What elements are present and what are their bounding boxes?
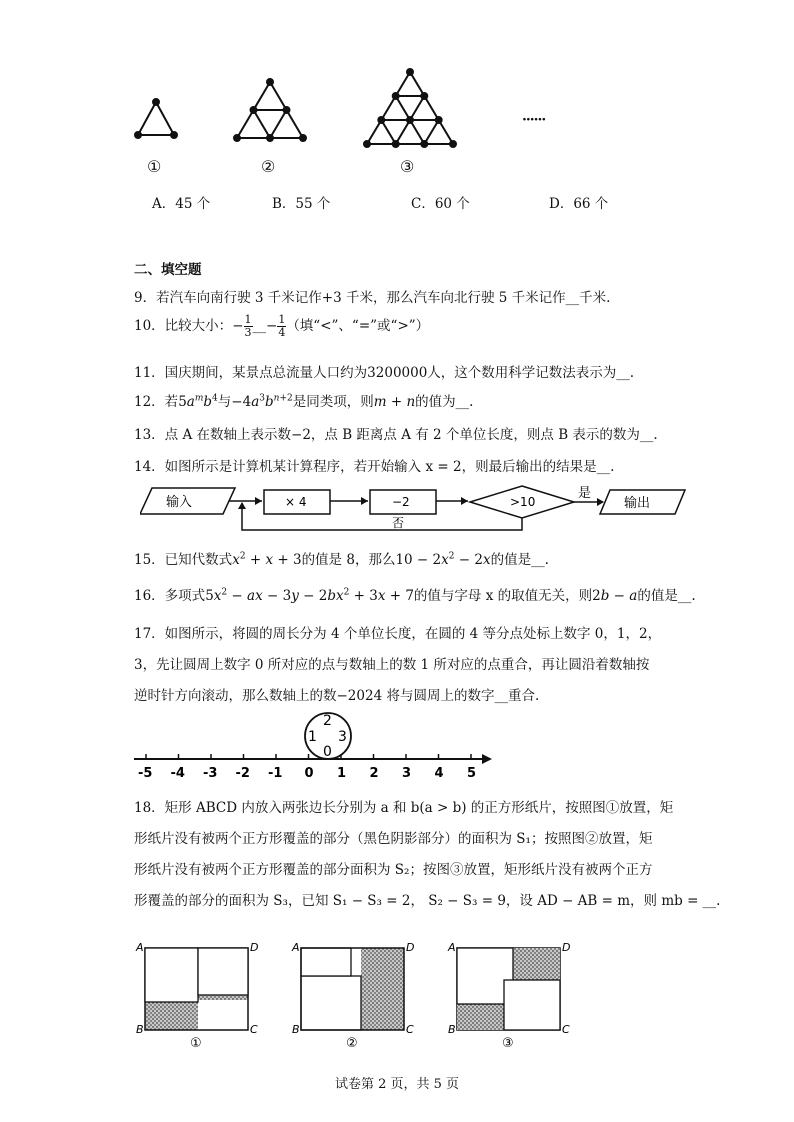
vertex-b-2: B — [292, 1023, 300, 1036]
number-line-tick-label: -1 — [268, 766, 283, 781]
vertex-d-1: D — [250, 941, 259, 954]
flow-condition-label: >10 — [510, 495, 536, 509]
question-11: 11．国庆期间，某景点总流量人口约为3200000人，这个数用科学记数法表示为__. — [134, 365, 635, 381]
flow-yes-label: 是 — [578, 486, 592, 501]
vertex-c-2: C — [406, 1023, 414, 1036]
number-line-tick-label: -2 — [235, 766, 250, 781]
question-18-line-4: 形覆盖的部分的面积为 S₃，已知 S₁ − S₃ = 2， S₂ − S₃ = 9，设 AD − AB = m，则 mb = __. — [134, 893, 721, 909]
question-14: 14．如图所示是计算机某计算程序，若开始输入 x = 2，则最后输出的结果是__. — [134, 459, 615, 475]
vertex-a-3: A — [448, 941, 456, 954]
page-footer: 试卷第 2 页，共 5 页 — [334, 1077, 460, 1092]
question-10: 10．比较大小：− $\frac{1}{3}$ __− $\frac{1}{4}$ （填“<”、“=”或“>”） — [134, 313, 430, 339]
number-line-tick-label: 5 — [467, 766, 477, 781]
number-line-tick-label: 3 — [402, 766, 412, 781]
rect-figure-label-1: ① — [190, 1036, 202, 1051]
rectangle-figure-3 — [457, 948, 560, 1030]
calculation-flowchart — [140, 484, 690, 536]
option-c[interactable]: C．60 个 — [411, 196, 470, 212]
question-18-line-2: 形纸片没有被两个正方形覆盖的部分（黑色阴影部分）的面积为 S₁；按照图②放置，矩 — [134, 831, 653, 847]
number-line-tick-label: -4 — [170, 766, 185, 781]
question-17-line-1: 17．如图所示，将圆的周长分为 4 个单位长度，在圆的 4 等分点处标上数字 0，1，2， — [134, 626, 662, 642]
vertex-d-3: D — [562, 941, 571, 954]
question-18-line-3: 形纸片没有被两个正方形覆盖的部分面积为 S₂；按图③放置，矩形纸片没有被两个正方 — [134, 862, 653, 878]
question-15: 15．已知代数式$x^2 + x + 3$的值是 8，那么$10 - 2x^2 - 2x$的值是__. — [134, 551, 549, 568]
section-title: 二、填空题 — [134, 262, 202, 278]
question-17-line-3: 逆时针方向滚动，那么数轴上的数−2024 将与圆周上的数字__重合. — [134, 688, 540, 704]
figure-label-1: ① — [147, 157, 162, 176]
option-a[interactable]: A．45 个 — [152, 196, 211, 212]
number-line-tick-label: -3 — [203, 766, 218, 781]
vertex-a-2: A — [292, 941, 300, 954]
number-line-tick-label: 0 — [304, 766, 314, 781]
rectangle-figure-2 — [301, 948, 404, 1030]
question-16: 16．多项式$5x^2$ − ax − $3y - 2bx^2 + 3x + 7$的值与字母 x 的取值无关，则2b − a的值是__. — [134, 587, 696, 604]
flow-no-label: 否 — [392, 516, 405, 530]
number-line-tick-label: 4 — [434, 766, 444, 781]
vertex-b-1: B — [136, 1023, 144, 1036]
flow-multiply-label: × 4 — [285, 495, 307, 509]
vertex-d-2: D — [406, 941, 415, 954]
question-13: 13．点 A 在数轴上表示数−2，点 B 距离点 A 有 2 个单位长度，则点 B 表示的数为__. — [134, 427, 658, 443]
rect-figure-label-3: ③ — [502, 1036, 514, 1051]
flow-subtract-label: −2 — [392, 495, 410, 509]
circle-number-1: 1 — [308, 729, 317, 745]
triangle-figure-1 — [135, 99, 177, 138]
triangle-figure-2 — [234, 79, 306, 141]
circle-number-0: 0 — [323, 744, 332, 760]
triangle-figure-3 — [364, 69, 456, 147]
number-line-tick-label: -5 — [138, 766, 153, 781]
vertex-a-1: A — [136, 941, 144, 954]
number-line-tick-label: 2 — [369, 766, 379, 781]
question-9: 9．若汽车向南行驶 3 千米记作+3 千米，那么汽车向北行驶 5 千米记作__千米. — [134, 290, 611, 306]
flow-output-label: 输出 — [624, 496, 651, 511]
vertex-c-3: C — [562, 1023, 570, 1036]
rect-figure-label-2: ② — [346, 1036, 358, 1051]
circle-number-2: 2 — [323, 713, 332, 729]
rectangle-figure-1 — [145, 948, 248, 1030]
question-18-line-1: 18．矩形 ABCD 内放入两张边长分别为 a 和 b(a > b) 的正方形纸片，按照图①放置，矩 — [134, 800, 674, 816]
circle-number-line — [126, 708, 506, 786]
number-line-arrow — [482, 754, 492, 764]
figure-label-3: ③ — [400, 157, 415, 176]
fraction-one-fourth: $\frac{1}{4}$ — [278, 313, 286, 339]
option-b[interactable]: B．55 个 — [272, 196, 331, 212]
flow-input-label: 输入 — [166, 495, 193, 510]
figure-label-2: ② — [261, 157, 276, 176]
question-17-line-2: 3，先让圆周上数字 0 所对应的点与数轴上的数 1 所对应的点重合，再让圆沿着数轴按 — [134, 657, 650, 673]
rectangle-figures — [128, 938, 588, 1053]
vertex-b-3: B — [448, 1023, 456, 1036]
circle-number-3: 3 — [338, 729, 347, 745]
triangle-dot-figures — [120, 60, 640, 180]
figure-ellipsis: ······ — [522, 112, 546, 128]
fraction-one-third: $\frac{1}{3}$ — [244, 313, 252, 339]
number-line-tick-label: 1 — [337, 766, 347, 781]
option-d[interactable]: D．66 个 — [549, 196, 609, 212]
vertex-c-1: C — [250, 1023, 258, 1036]
question-12: 12．若$5a^mb^4$与$-4a^3b^{n+2}$是同类项，则m + n的值为__. — [134, 393, 474, 410]
